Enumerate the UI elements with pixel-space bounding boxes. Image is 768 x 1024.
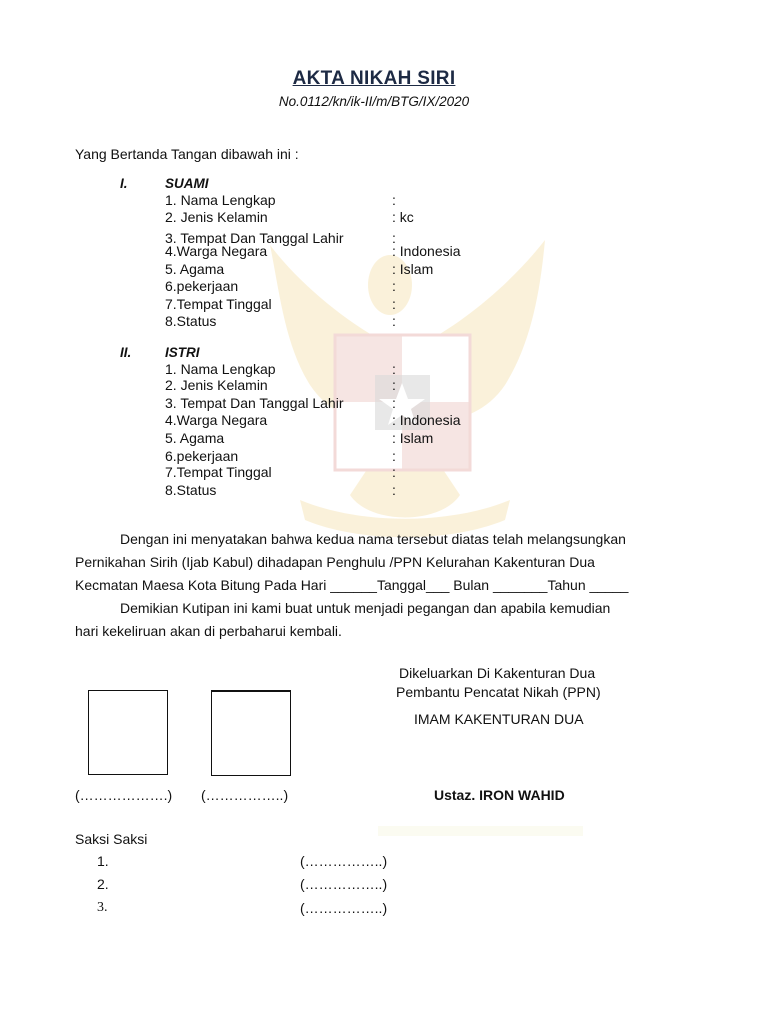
witness-number: 2. [97,876,109,892]
witness-heading: Saksi Saksi [75,831,148,847]
istri-field-value: : [392,395,396,411]
witness-signature-line: (……………..) [300,900,388,916]
paragraph-line: Pernikahan Sirih (Ijab Kabul) dihadapan Penghulu /PPN Kelurahan Kakenturan Dua [75,554,595,570]
suami-field-value: : Indonesia [392,243,461,259]
istri-field-label: 5. Agama [165,430,225,446]
suami-field-label: 8.Status [165,313,217,329]
suami-field-value: : [392,230,396,246]
suami-field-label: 7.Tempat Tinggal [165,296,272,312]
istri-field-value: : [392,464,396,480]
photo-box-suami [88,690,168,775]
suami-field-label: 3. Tempat Dan Tanggal Lahir [165,230,344,246]
witness-signature-line: (……………..) [300,876,388,892]
istri-field-value: : [392,482,396,498]
section-title-istri: ISTRI [165,345,200,360]
suami-field-label: 5. Agama [165,261,225,277]
signer-name: Ustaz. IRON WAHID [434,787,565,803]
suami-field-label: 2. Jenis Kelamin [165,209,268,225]
istri-field-value: : [392,448,396,464]
witness-number: 3. [97,900,108,915]
paragraph-line: hari kekeliruan akan di perbaharui kembali. [75,623,342,639]
witness-signature-line: (……………..) [300,853,388,869]
istri-field-label: 7.Tempat Tinggal [165,464,272,480]
suami-field-label: 4.Warga Negara [165,243,268,259]
istri-field-value: : Indonesia [392,412,461,428]
istri-field-label: 2. Jenis Kelamin [165,377,268,393]
istri-field-value: : [392,361,396,377]
paragraph-line: Kecmatan Maesa Kota Bitung Pada Hari ______Tanggal___ Bulan _______Tahun _____ [75,577,629,593]
istri-field-label: 3. Tempat Dan Tanggal Lahir [165,395,344,411]
istri-field-label: 1. Nama Lengkap [165,361,276,377]
section-number-suami: I. [120,176,128,191]
photo-signature-line: (……………….) [75,787,173,803]
suami-field-value: : [392,296,396,312]
istri-field-value: : [392,377,396,393]
section-number-istri: II. [120,345,132,360]
istri-field-label: 6.pekerjaan [165,448,239,464]
signature-area [378,826,583,836]
istri-field-value: : Islam [392,430,434,446]
suami-field-value: : Islam [392,261,434,277]
intro-text: Yang Bertanda Tangan dibawah ini : [75,146,299,162]
document-title: AKTA NIKAH SIRI [292,68,456,89]
suami-field-value: : [392,313,396,329]
photo-signature-line: (……………..) [201,787,289,803]
suami-field-value: : [392,192,396,208]
istri-field-label: 8.Status [165,482,217,498]
issuer-title: IMAM KAKENTURAN DUA [414,711,584,727]
issuer-role: Pembantu Pencatat Nikah (PPN) [396,684,601,700]
paragraph-line: Dengan ini menyatakan bahwa kedua nama tersebut diatas telah melangsungkan [120,531,626,547]
paragraph-line: Demikian Kutipan ini kami buat untuk menjadi pegangan dan apabila kemudian [120,600,611,616]
photo-box-istri [211,690,291,776]
suami-field-label: 1. Nama Lengkap [165,192,276,208]
istri-field-label: 4.Warga Negara [165,412,268,428]
suami-field-value: : kc [392,209,414,225]
document-number: No.0112/kn/ik-II/m/BTG/IX/2020 [278,94,470,109]
section-title-suami: SUAMI [165,176,209,191]
suami-field-value: : [392,278,396,294]
issued-place: Dikeluarkan Di Kakenturan Dua [399,665,596,681]
suami-field-label: 6.pekerjaan [165,278,239,294]
witness-number: 1. [97,853,109,869]
